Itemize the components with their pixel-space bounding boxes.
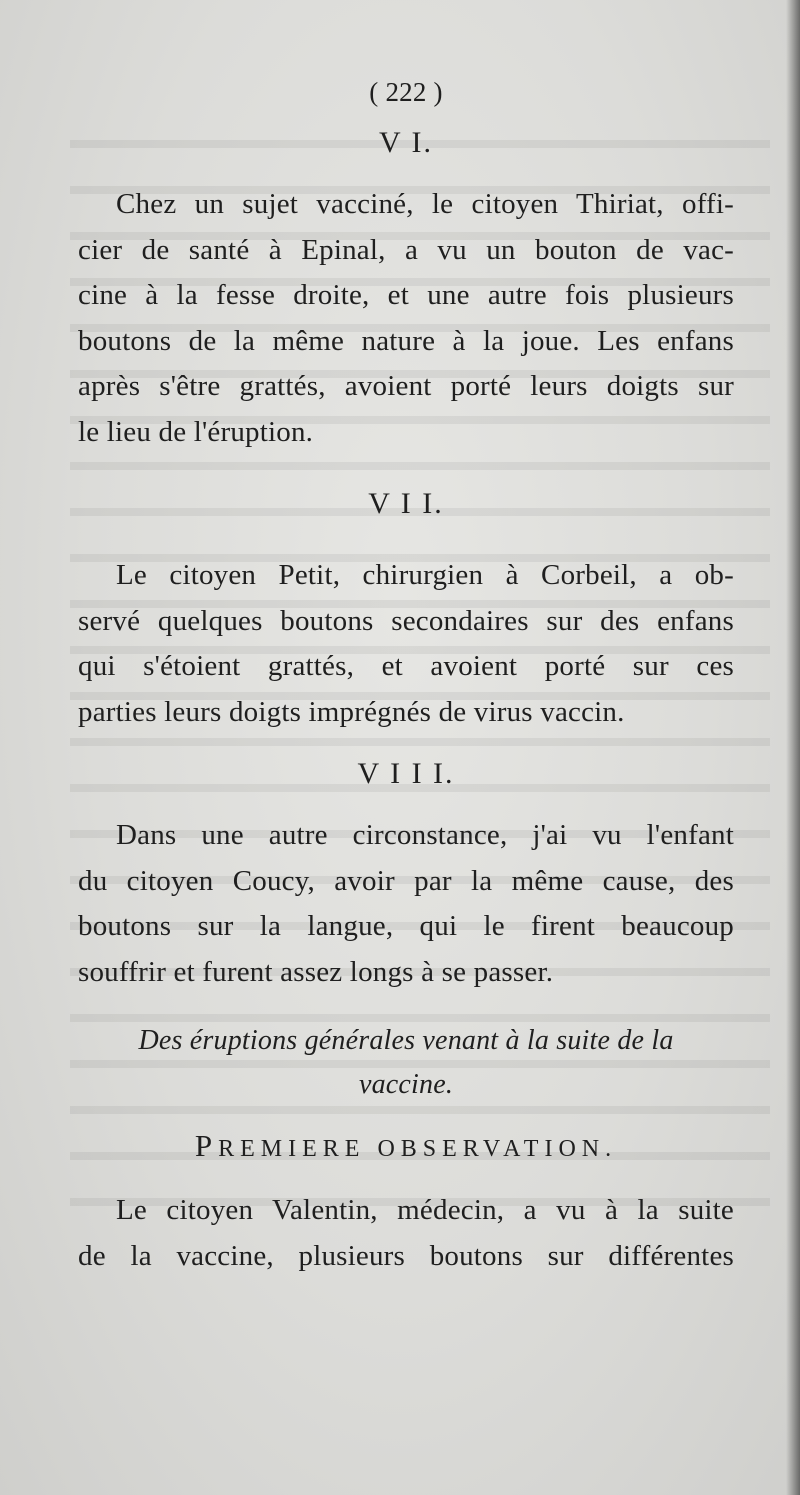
- subtitle-line: vaccine.: [358, 1069, 454, 1100]
- section-heading-vi: V I.: [378, 126, 434, 159]
- text-line: qui s'étoient grattés, et avoient porté sur ces: [78, 650, 734, 682]
- text-line: Dans une autre circonstance, j'ai vu l'enfant: [116, 819, 734, 851]
- text-line: cine à la fesse droite, et une autre fois plusieurs: [78, 279, 734, 311]
- subtitle-line: Des éruptions générales venant à la suite de la: [138, 1025, 674, 1056]
- observation-heading: [78, 1121, 734, 1174]
- page-text-block: [78, 72, 734, 1279]
- text-line: servé quelques boutons secondaires sur des enfans: [78, 604, 734, 637]
- observation-heading-initial: P: [194, 1128, 219, 1163]
- text-line: boutons sur la langue, qui le firent beaucoup: [78, 910, 734, 942]
- paragraph-vii: [78, 553, 734, 735]
- text-line: après s'être grattés, avoient porté leurs doigts sur: [78, 370, 734, 402]
- text-line: souffrir et furent assez longs à se passer.: [78, 955, 554, 988]
- text-line: Le citoyen Valentin, médecin, a vu à la suite: [116, 1194, 734, 1226]
- paragraph-viii: [78, 813, 734, 995]
- text-line: Le citoyen Petit, chirurgien à Corbeil, a ob-: [116, 559, 734, 591]
- page-number: ( 222 ): [369, 77, 443, 107]
- chapter-subtitle: [78, 1019, 734, 1107]
- text-line: du citoyen Coucy, avoir par la même cause, des: [78, 864, 734, 897]
- text-line: cier de santé à Epinal, a vu un bouton de vac-: [78, 233, 734, 266]
- paragraph-vi: [78, 182, 734, 455]
- text-line: Chez un sujet vacciné, le citoyen Thiriat, offi-: [116, 188, 734, 220]
- section-heading-vii: V I I.: [368, 487, 444, 520]
- observation-heading-rest: REMIERE OBSERVATION.: [218, 1136, 618, 1162]
- text-line: de la vaccine, plusieurs boutons sur différentes: [78, 1239, 734, 1272]
- text-line: parties leurs doigts imprégnés de virus vaccin.: [78, 695, 625, 728]
- page-edge-shadow: [786, 0, 800, 1495]
- text-line: le lieu de l'éruption.: [78, 415, 314, 448]
- paragraph-observation: [78, 1188, 734, 1279]
- text-line: boutons de la même nature à la joue. Les enfans: [78, 324, 734, 357]
- section-heading-viii: V I I I.: [357, 757, 455, 790]
